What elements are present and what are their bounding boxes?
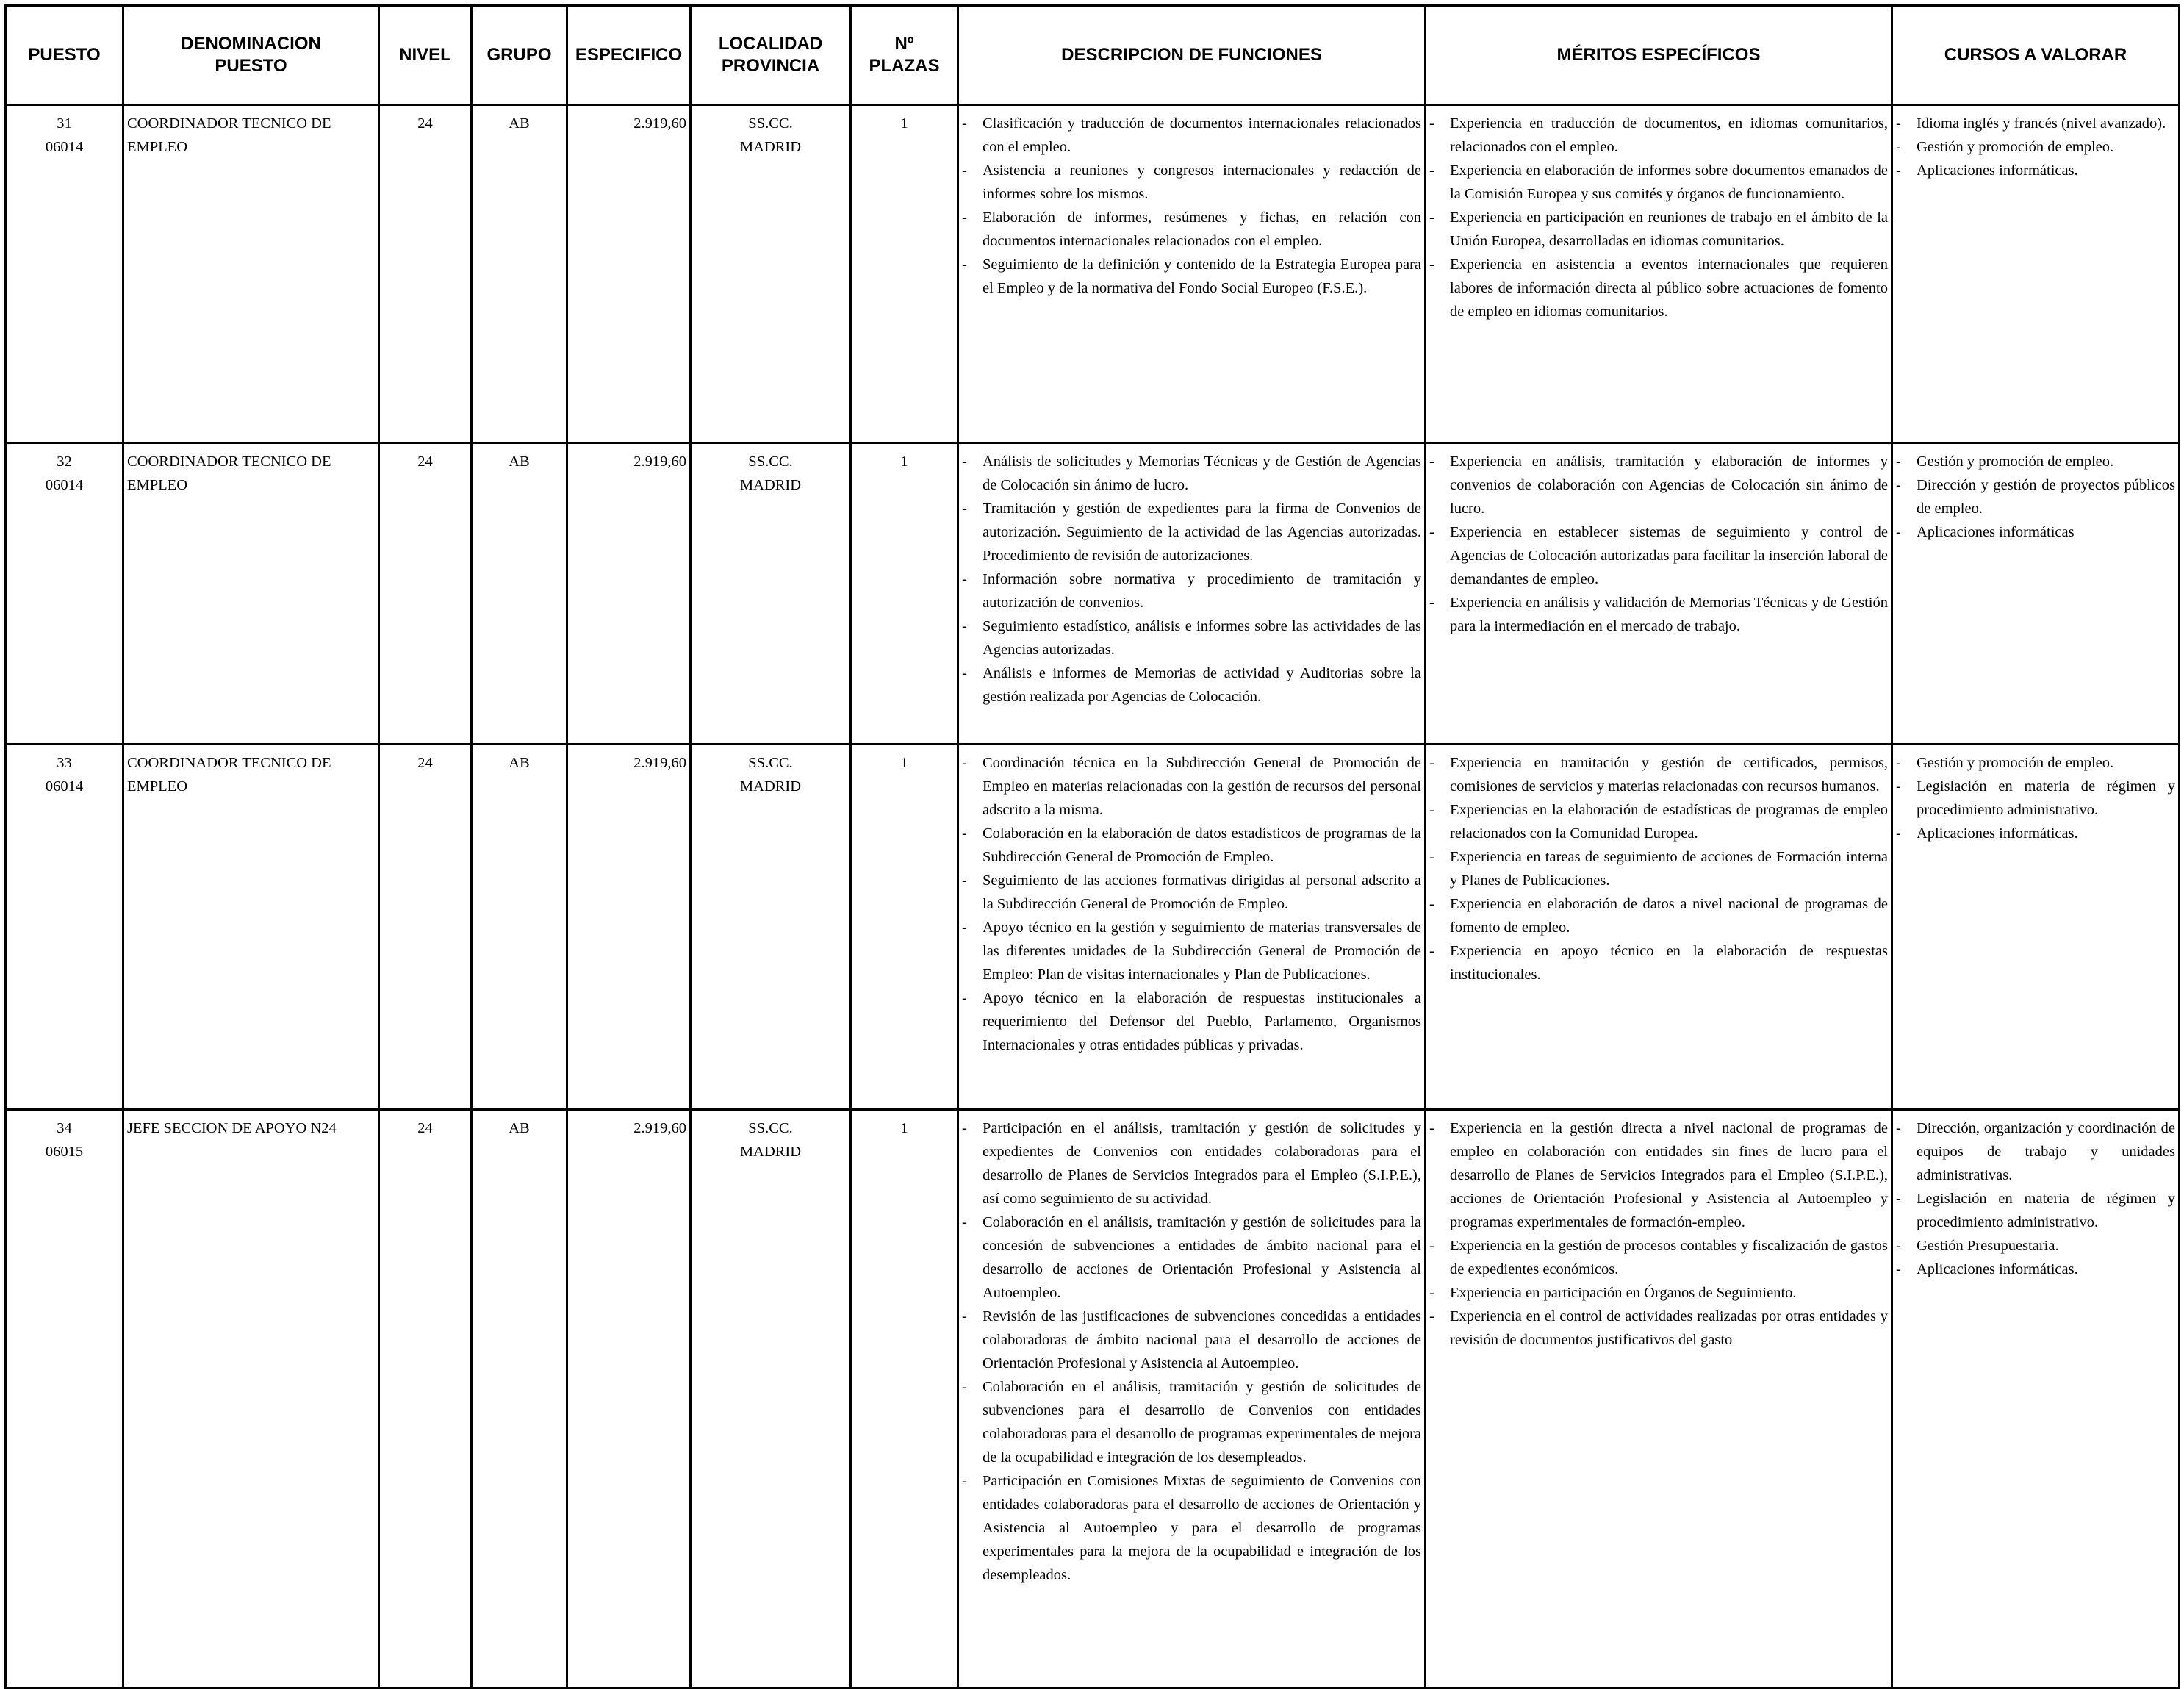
list-item: - Gestión y promoción de empleo. (1896, 135, 2175, 159)
puesto-code: 06014 (45, 139, 84, 155)
list-item: - Dirección, organización y coordinación de equipos de trabajo y unidades administrativas. (1896, 1116, 2175, 1187)
puesto-number: 31 (57, 115, 72, 132)
header-localidad (691, 6, 851, 105)
especifico-cell: 2.919,60 (567, 105, 691, 443)
header-meritos: MÉRITOS ESPECÍFICOS (1426, 6, 1892, 105)
table-row (6, 1110, 2180, 1688)
puesto-number: 32 (57, 453, 72, 470)
localidad-value: SS.CC. (748, 1120, 793, 1136)
funciones-cell (958, 745, 1426, 1110)
header-localidad-line1: LOCALIDAD (718, 34, 823, 54)
especifico-cell: 2.919,60 (567, 745, 691, 1110)
header-especifico: ESPECIFICO (567, 6, 691, 105)
nivel-cell: 24 (379, 443, 472, 745)
header-puesto: PUESTO (6, 6, 123, 105)
list-item: - Colaboración en el análisis, tramitación y gestión de solicitudes para la concesión de subvenciones a entidades de ámbito nacional para el desarrollo de acciones de Orientación Profesional y Asistencia al Autoempleo. (962, 1211, 1421, 1305)
denominacion-cell: COORDINADOR TECNICO DE EMPLEO (123, 443, 379, 745)
list-item: - Apoyo técnico en la elaboración de respuestas institucionales a requerimiento del Defensor del Pueblo, Parlamento, Organismos Internacionales y otras entidades públicas y privadas. (962, 986, 1421, 1057)
list-item: - Experiencia en elaboración de datos a nivel nacional de programas de fomento de empleo. (1429, 892, 1888, 939)
header-cursos: CURSOS A VALORAR (1892, 6, 2180, 105)
list-item: - Experiencia en asistencia a eventos internacionales que requieren labores de información directa al público sobre actuaciones de fomento de empleo en idiomas comunitarios. (1429, 253, 1888, 323)
meritos-cell (1426, 1110, 1892, 1688)
header-funciones: DESCRIPCION DE FUNCIONES (958, 6, 1426, 105)
localidad-value: SS.CC. (748, 115, 793, 132)
nivel-cell: 24 (379, 1110, 472, 1688)
provincia-value: MADRID (739, 477, 802, 493)
list-item: - Análisis de solicitudes y Memorias Técnicas y de Gestión de Agencias de Colocación sin ánimo de lucro. (962, 450, 1421, 497)
list-item: - Experiencia en la gestión de procesos contables y fiscalización de gastos de expedientes económicos. (1429, 1234, 1888, 1281)
funciones-list (962, 1116, 1421, 1587)
list-item: - Idioma inglés y francés (nivel avanzado). (1896, 112, 2175, 135)
table-row (6, 443, 2180, 745)
cursos-cell (1892, 1110, 2180, 1688)
denominacion-cell: COORDINADOR TECNICO DE EMPLEO (123, 745, 379, 1110)
grupo-cell: AB (472, 443, 567, 745)
grupo-cell: AB (472, 105, 567, 443)
list-item: - Gestión y promoción de empleo. (1896, 450, 2175, 473)
provincia-value: MADRID (739, 1144, 802, 1160)
header-denominacion (123, 6, 379, 105)
meritos-cell (1426, 745, 1892, 1110)
nivel-cell: 24 (379, 105, 472, 443)
plazas-cell: 1 (851, 443, 958, 745)
puesto-code: 06014 (45, 778, 84, 795)
header-plazas (851, 6, 958, 105)
puesto-cell (6, 745, 123, 1110)
puesto-cell (6, 443, 123, 745)
list-item: - Experiencia en la gestión directa a nivel nacional de programas de empleo en colaboración con entidades sin fines de lucro para el desarrollo de Planes de Servicios Integrados para el Empleo (S.I.P.E.), acciones de Orientación Profesional y Asistencia al Autoempleo y programas experimentales de formación-empleo. (1429, 1116, 1888, 1234)
meritos-cell (1426, 443, 1892, 745)
list-item: - Seguimiento estadístico, análisis e informes sobre las actividades de las Agencias autorizadas. (962, 614, 1421, 661)
header-grupo: GRUPO (472, 6, 567, 105)
list-item: - Experiencia en participación en reuniones de trabajo en el ámbito de la Unión Europea, desarrolladas en idiomas comunitarios. (1429, 206, 1888, 253)
list-item: - Experiencia en apoyo técnico en la elaboración de respuestas institucionales. (1429, 939, 1888, 986)
list-item: - Experiencia en participación en Órganos de Seguimiento. (1429, 1281, 1888, 1305)
cursos-list (1896, 450, 2175, 544)
list-item: - Dirección y gestión de proyectos públicos de empleo. (1896, 473, 2175, 520)
list-item: - Participación en el análisis, tramitación y gestión de solicitudes y expedientes de Convenios con entidades colaboradoras para el desarrollo de Planes de Servicios Integrados para el Empleo (S.I.P.E.), así como seguimiento de su actividad. (962, 1116, 1421, 1211)
list-item: - Experiencia en traducción de documentos, en idiomas comunitarios, relacionados con el empleo. (1429, 112, 1888, 159)
puesto-code: 06015 (45, 1144, 84, 1160)
list-item: - Elaboración de informes, resúmenes y fichas, en relación con documentos internacionales relacionados con el empleo. (962, 206, 1421, 253)
list-item: - Colaboración en el análisis, tramitación y gestión de solicitudes de subvenciones para el desarrollo de Convenios con entidades colaboradoras para el desarrollo de programas experimentales de mejora de la ocupabilidad e integración de los desempleados. (962, 1375, 1421, 1469)
list-item: - Experiencia en elaboración de informes sobre documentos emanados de la Comisión Europea y sus comités y órganos de funcionamiento. (1429, 159, 1888, 206)
puesto-number: 33 (57, 755, 72, 771)
cursos-cell (1892, 745, 2180, 1110)
header-localidad-line2: PROVINCIA (721, 56, 820, 76)
list-item: - Colaboración en la elaboración de datos estadísticos de programas de la Subdirección General de Promoción de Empleo. (962, 822, 1421, 869)
list-item: - Aplicaciones informáticas. (1896, 1258, 2175, 1281)
list-item: - Experiencia en tramitación y gestión de certificados, permisos, comisiones de servicios y materias relacionadas con recursos humanos. (1429, 751, 1888, 798)
funciones-cell (958, 105, 1426, 443)
localidad-value: SS.CC. (748, 755, 793, 771)
localidad-cell (691, 745, 851, 1110)
list-item: - Experiencia en el control de actividades realizadas por otras entidades y revisión de documentos justificativos del gasto (1429, 1305, 1888, 1352)
header-plazas-line1: Nº (894, 34, 914, 54)
list-item: - Aplicaciones informáticas (1896, 520, 2175, 544)
list-item: - Apoyo técnico en la gestión y seguimiento de materias transversales de las diferentes unidades de la Subdirección General de Promoción de Empleo: Plan de visitas internacionales y Plan de Publicaciones. (962, 916, 1421, 986)
table-row (6, 105, 2180, 443)
cursos-list (1896, 1116, 2175, 1281)
list-item: - Seguimiento de las acciones formativas dirigidas al personal adscrito a la Subdirección General de Promoción de Empleo. (962, 869, 1421, 916)
grupo-cell: AB (472, 1110, 567, 1688)
funciones-cell (958, 443, 1426, 745)
cursos-list (1896, 751, 2175, 845)
meritos-list (1429, 1116, 1888, 1352)
list-item: - Clasificación y traducción de documentos internacionales relacionados con el empleo. (962, 112, 1421, 159)
localidad-cell (691, 443, 851, 745)
localidad-cell (691, 105, 851, 443)
localidad-value: SS.CC. (748, 453, 793, 470)
plazas-cell: 1 (851, 105, 958, 443)
list-item: - Participación en Comisiones Mixtas de seguimiento de Convenios con entidades colaboradoras para el desarrollo de acciones de Orientación y Asistencia al Autoempleo y para el desarrollo de programas experimentales para la mejora de la ocupabilidad e integración de los desempleados. (962, 1469, 1421, 1587)
list-item: - Legislación en materia de régimen y procedimiento administrativo. (1896, 1187, 2175, 1234)
list-item: - Experiencia en análisis, tramitación y elaboración de informes y convenios de colaboración con Agencias de Colocación sin ánimo de lucro. (1429, 450, 1888, 520)
grupo-cell: AB (472, 745, 567, 1110)
header-row (6, 6, 2180, 105)
table-row (6, 745, 2180, 1110)
provincia-value: MADRID (739, 778, 802, 795)
header-denominacion-line2: PUESTO (215, 56, 287, 76)
list-item: - Coordinación técnica en la Subdirección General de Promoción de Empleo en materias relacionadas con la gestión de recursos del personal adscrito a la misma. (962, 751, 1421, 822)
list-item: - Aplicaciones informáticas. (1896, 822, 2175, 845)
especifico-cell: 2.919,60 (567, 1110, 691, 1688)
list-item: - Gestión Presupuestaria. (1896, 1234, 2175, 1258)
puesto-cell (6, 105, 123, 443)
list-item: - Experiencia en establecer sistemas de seguimiento y control de Agencias de Colocación autorizadas para facilitar la inserción laboral de demandantes de empleo. (1429, 520, 1888, 591)
localidad-cell (691, 1110, 851, 1688)
plazas-cell: 1 (851, 1110, 958, 1688)
funciones-list (962, 450, 1421, 709)
list-item: - Tramitación y gestión de expedientes para la firma de Convenios de autorización. Seguimiento de la actividad de las Agencias autorizadas. Procedimiento de revisión de autorizaciones. (962, 497, 1421, 567)
job-positions-table (4, 4, 2180, 1689)
list-item: - Legislación en materia de régimen y procedimiento administrativo. (1896, 775, 2175, 822)
meritos-list (1429, 450, 1888, 638)
nivel-cell: 24 (379, 745, 472, 1110)
cursos-list (1896, 112, 2175, 182)
list-item: - Revisión de las justificaciones de subvenciones concedidas a entidades colaboradoras de ámbito nacional para el desarrollo de acciones de Orientación Profesional y Asistencia al Autoempleo. (962, 1305, 1421, 1375)
denominacion-cell: COORDINADOR TECNICO DE EMPLEO (123, 105, 379, 443)
denominacion-cell: JEFE SECCION DE APOYO N24 (123, 1110, 379, 1688)
especifico-cell: 2.919,60 (567, 443, 691, 745)
plazas-cell: 1 (851, 745, 958, 1110)
header-denominacion-line1: DENOMINACION (181, 34, 321, 54)
puesto-number: 34 (57, 1120, 72, 1136)
funciones-list (962, 112, 1421, 300)
cursos-cell (1892, 105, 2180, 443)
meritos-cell (1426, 105, 1892, 443)
funciones-cell (958, 1110, 1426, 1688)
header-nivel: NIVEL (379, 6, 472, 105)
meritos-list (1429, 112, 1888, 323)
header-plazas-line2: PLAZAS (869, 56, 940, 76)
list-item: - Análisis e informes de Memorias de actividad y Auditorias sobre la gestión realizada por Agencias de Colocación. (962, 661, 1421, 709)
list-item: - Asistencia a reuniones y congresos internacionales y redacción de informes sobre los mismos. (962, 159, 1421, 206)
puesto-code: 06014 (45, 477, 84, 493)
funciones-list (962, 751, 1421, 1057)
list-item: - Experiencia en análisis y validación de Memorias Técnicas y de Gestión para la intermediación en el mercado de trabajo. (1429, 591, 1888, 638)
list-item: - Gestión y promoción de empleo. (1896, 751, 2175, 775)
list-item: - Experiencias en la elaboración de estadísticas de programas de empleo relacionados con la Comunidad Europea. (1429, 798, 1888, 845)
list-item: - Aplicaciones informáticas. (1896, 159, 2175, 182)
list-item: - Información sobre normativa y procedimiento de tramitación y autorización de convenios. (962, 567, 1421, 614)
list-item: - Seguimiento de la definición y contenido de la Estrategia Europea para el Empleo y de la normativa del Fondo Social Europeo (F.S.E.). (962, 253, 1421, 300)
provincia-value: MADRID (739, 139, 802, 155)
list-item: - Experiencia en tareas de seguimiento de acciones de Formación interna y Planes de Publicaciones. (1429, 845, 1888, 892)
cursos-cell (1892, 443, 2180, 745)
meritos-list (1429, 751, 1888, 986)
puesto-cell (6, 1110, 123, 1688)
